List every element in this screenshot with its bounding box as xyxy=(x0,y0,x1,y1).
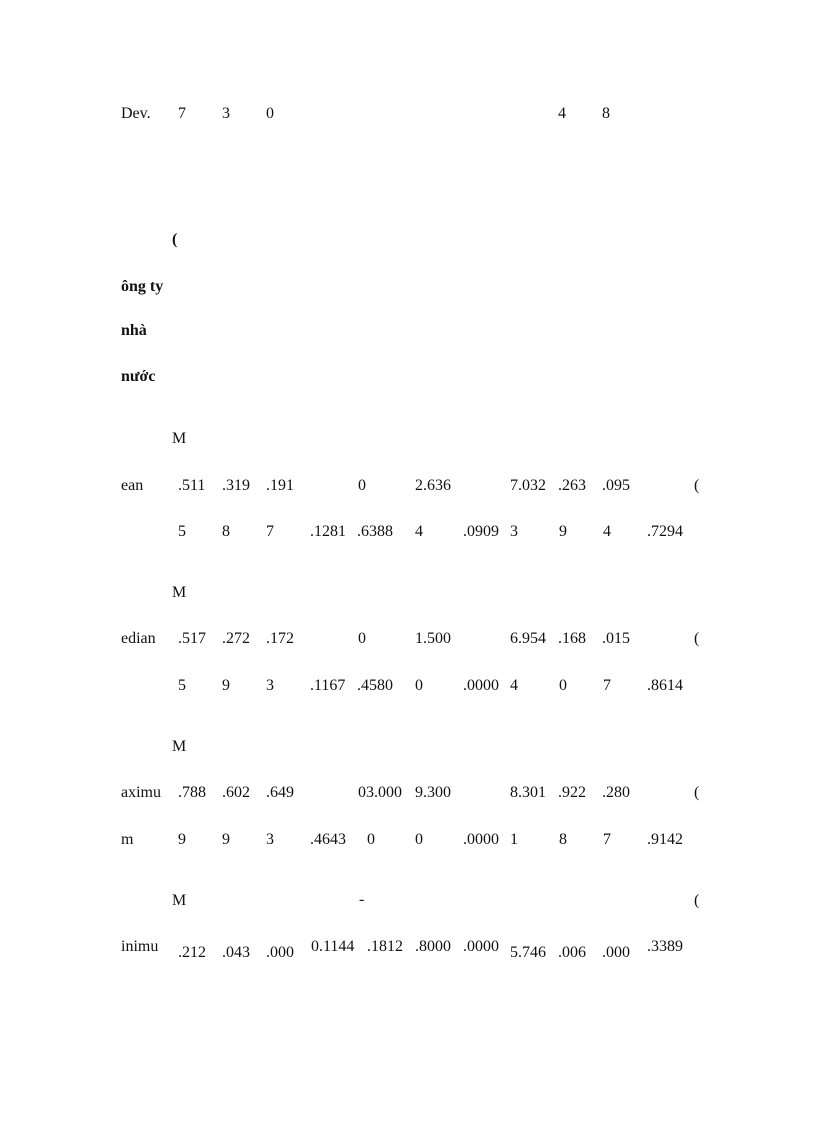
table-cell: .3389 xyxy=(647,938,683,955)
table-cell: .922 xyxy=(558,784,586,801)
row-marker: M xyxy=(172,892,187,909)
table-cell: .8614 xyxy=(647,677,683,694)
table-cell: 9 xyxy=(222,831,230,848)
table-cell: 0 xyxy=(358,630,366,647)
row-label-maximum: aximu xyxy=(121,784,161,801)
row-label-maximum-cont: m xyxy=(121,831,134,848)
table-cell: 8.301 xyxy=(510,784,546,801)
row-label-median: edian xyxy=(121,630,156,647)
table-cell: .000 xyxy=(602,944,630,961)
table-cell: 4 xyxy=(510,677,518,694)
table-cell: 0 xyxy=(367,831,375,848)
table-cell: 03.000 xyxy=(358,784,402,801)
table-cell: 7 xyxy=(266,523,274,540)
table-cell: 5.746 xyxy=(510,944,546,961)
table-cell: 0 xyxy=(358,477,366,494)
table-cell: .0000 xyxy=(463,831,499,848)
dev-label: Dev. xyxy=(121,105,151,122)
heading-line: ông ty xyxy=(121,278,164,295)
table-cell: .006 xyxy=(558,944,586,961)
table-cell: ( xyxy=(694,477,700,494)
table-cell: .9142 xyxy=(647,831,683,848)
table-cell: .8000 xyxy=(415,938,451,955)
table-cell: 9 xyxy=(222,677,230,694)
table-cell: .0909 xyxy=(463,523,499,540)
row-label-mean: ean xyxy=(121,477,144,494)
heading-line: nhà xyxy=(121,322,147,339)
table-cell: 0 xyxy=(559,677,567,694)
table-cell: 7.032 xyxy=(510,477,546,494)
table-cell: .602 xyxy=(222,784,250,801)
dev-value: 0 xyxy=(266,105,274,122)
heading-line: nước xyxy=(121,368,156,385)
table-cell: .6388 xyxy=(357,523,393,540)
table-cell: .4643 xyxy=(310,831,346,848)
table-cell: .212 xyxy=(178,944,206,961)
table-cell: 9.300 xyxy=(415,784,451,801)
table-cell: 5 xyxy=(178,677,186,694)
table-cell: .788 xyxy=(178,784,206,801)
table-cell: 1 xyxy=(510,831,518,848)
table-cell: 3 xyxy=(266,831,274,848)
table-cell: .1812 xyxy=(367,938,403,955)
table-cell: .263 xyxy=(558,477,586,494)
table-cell: .172 xyxy=(266,630,294,647)
table-cell: 8 xyxy=(559,831,567,848)
table-cell: .1167 xyxy=(310,677,346,694)
dev-value: 4 xyxy=(558,105,566,122)
table-cell: 7 xyxy=(603,677,611,694)
heading-fragment: ( xyxy=(172,231,178,248)
minus-sign: - xyxy=(359,891,365,908)
table-cell: 4 xyxy=(603,523,611,540)
table-cell: 0 xyxy=(415,677,423,694)
table-cell: .4580 xyxy=(357,677,393,694)
table-cell: .015 xyxy=(602,630,630,647)
table-cell: .0000 xyxy=(463,677,499,694)
table-cell: 0 xyxy=(415,831,423,848)
table-cell: .095 xyxy=(602,477,630,494)
table-cell: .517 xyxy=(178,630,206,647)
table-cell: .272 xyxy=(222,630,250,647)
row-label-minimum: inimu xyxy=(121,938,159,955)
dev-value: 8 xyxy=(602,105,610,122)
table-cell: 9 xyxy=(559,523,567,540)
table-cell: .168 xyxy=(558,630,586,647)
row-marker: M xyxy=(172,738,187,755)
table-cell: .7294 xyxy=(647,523,683,540)
table-cell: .319 xyxy=(222,477,250,494)
table-cell: 9 xyxy=(178,831,186,848)
dev-value: 7 xyxy=(178,105,186,122)
table-cell: 7 xyxy=(603,831,611,848)
table-cell: .280 xyxy=(602,784,630,801)
table-cell: .511 xyxy=(178,477,206,494)
table-cell: .0000 xyxy=(463,938,499,955)
table-cell: 6.954 xyxy=(510,630,546,647)
table-cell: ( xyxy=(694,630,700,647)
row-marker: M xyxy=(172,584,187,601)
table-cell: .043 xyxy=(222,944,250,961)
table-cell: .191 xyxy=(266,477,294,494)
dev-value: 3 xyxy=(222,105,230,122)
table-cell: 1.500 xyxy=(415,630,451,647)
table-cell: ( xyxy=(694,892,700,909)
table-cell: 5 xyxy=(178,523,186,540)
table-cell: .1281 xyxy=(310,523,346,540)
table-cell: 8 xyxy=(222,523,230,540)
table-cell: .649 xyxy=(266,784,294,801)
table-cell: .000 xyxy=(266,944,294,961)
table-cell: 3 xyxy=(266,677,274,694)
table-cell: ( xyxy=(694,784,700,801)
table-cell: 2.636 xyxy=(415,477,451,494)
table-cell: 4 xyxy=(415,523,423,540)
row-marker: M xyxy=(172,430,187,447)
table-cell: 0.1144 xyxy=(311,938,355,955)
table-cell: 3 xyxy=(510,523,518,540)
